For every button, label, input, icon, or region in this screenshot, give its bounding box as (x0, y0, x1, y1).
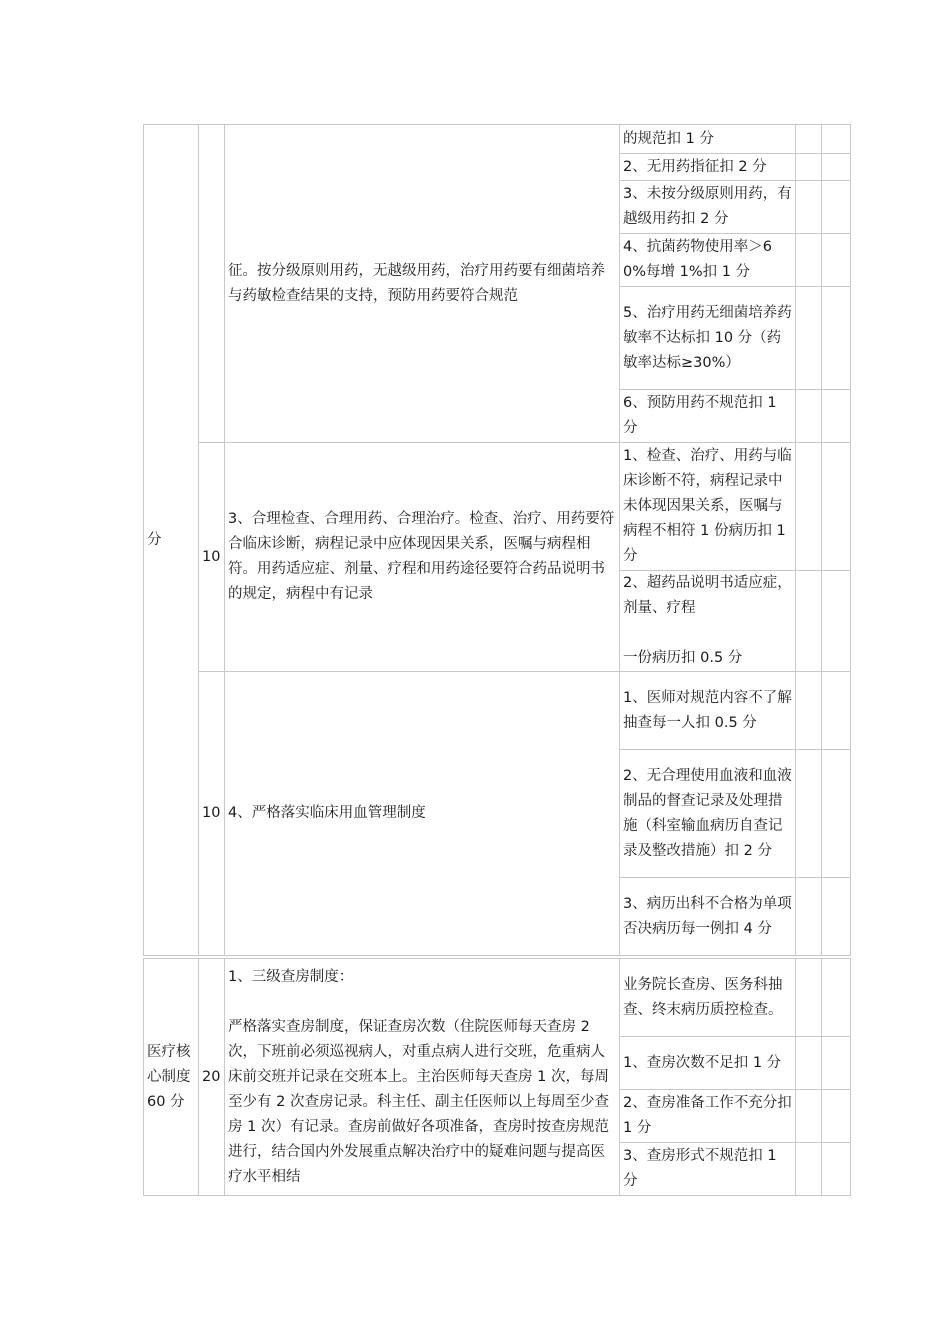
category-label: 分 (147, 531, 162, 548)
standard-cell (225, 443, 620, 672)
remark-cell[interactable] (822, 878, 851, 956)
remark-cell[interactable] (822, 234, 851, 287)
remark-cell[interactable] (822, 390, 851, 443)
deduction-cell: 6、预防用药不规范扣 1 分 (620, 390, 796, 443)
deduction-cell: 2、无合理使用血液和血液制品的督查记录及处理措施（科室输血病历自查记录及整改措施）扣 2 分 (620, 750, 796, 878)
core-system-table (143, 958, 851, 1196)
standard-cell (225, 959, 620, 1196)
deduction-cell: 2、超药品说明书适应症，剂量、疗程 一份病历扣 0.5 分 (620, 571, 796, 672)
deduction-cell: 1、医师对规范内容不了解抽查每一人扣 0.5 分 (620, 672, 796, 750)
category-label: 医疗核心制度 60 分 (147, 1043, 191, 1110)
result-cell[interactable] (796, 390, 822, 443)
category-cell-section-a (144, 125, 199, 956)
remark-cell[interactable] (822, 125, 851, 154)
result-cell[interactable] (796, 287, 822, 390)
result-cell[interactable] (796, 443, 822, 571)
evaluation-table (143, 124, 851, 956)
score-cell (199, 959, 225, 1196)
remark-cell[interactable] (822, 750, 851, 878)
remark-cell[interactable] (822, 959, 851, 1037)
remark-cell[interactable] (822, 287, 851, 390)
deduction-cell: 3、未按分级原则用药，有越级用药扣 2 分 (620, 181, 796, 234)
remark-cell[interactable] (822, 181, 851, 234)
score-cell (199, 672, 225, 956)
deduction-cell: 2、查房准备工作不充分扣 1 分 (620, 1090, 796, 1143)
remark-cell[interactable] (822, 1143, 851, 1196)
standard-text: 1、三级查房制度： 严格落实查房制度，保证查房次数（住院医师每天查房 2 次，下班前必须巡视病人，对重点病人进行交班，危重病人床前交班并记录在交班本上。主治医师每天查房 1 次，每周至少有 2 次查房记录。科主任、副主任医师以上每周至少查房 1 次）有记录。查房前做好各项准备，查房时按查房规范进行，结合国内外发展重点解决治疗中的疑难问题与提高医疗水平相结 (228, 968, 609, 1185)
remark-cell[interactable] (822, 1037, 851, 1090)
result-cell[interactable] (796, 750, 822, 878)
result-cell[interactable] (796, 1090, 822, 1143)
remark-cell[interactable] (822, 571, 851, 672)
score-cell-empty (199, 125, 225, 443)
score-value: 10 (202, 548, 221, 565)
category-cell (144, 959, 199, 1196)
result-cell[interactable] (796, 181, 822, 234)
score-cell (199, 443, 225, 672)
remark-cell[interactable] (822, 443, 851, 571)
result-cell[interactable] (796, 234, 822, 287)
deduction-cell: 的规范扣 1 分 (620, 125, 796, 154)
deduction-cell: 5、治疗用药无细菌培养药敏率不达标扣 10 分（药敏率达标≥30%） (620, 287, 796, 390)
standard-cell (225, 125, 620, 443)
deduction-cell: 1、检查、治疗、用药与临床诊断不符，病程记录中未体现因果关系，医嘱与病程不相符 1 份病历扣 1 分 (620, 443, 796, 571)
result-cell[interactable] (796, 154, 822, 181)
deduction-cell: 1、查房次数不足扣 1 分 (620, 1037, 796, 1090)
standard-text: 征。按分级原则用药，无越级用药，治疗用药要有细菌培养与药敏检查结果的支持，预防用药要符合规范 (228, 262, 605, 304)
deduction-cell: 2、无用药指征扣 2 分 (620, 154, 796, 181)
result-cell[interactable] (796, 878, 822, 956)
remark-cell[interactable] (822, 1090, 851, 1143)
score-value: 10 (202, 805, 221, 821)
standard-text: 4、严格落实临床用血管理制度 (228, 805, 426, 821)
score-value: 20 (202, 1068, 221, 1085)
result-cell[interactable] (796, 571, 822, 672)
result-cell[interactable] (796, 1037, 822, 1090)
standard-cell (225, 672, 620, 956)
standard-text: 3、合理检查、合理用药、合理治疗。检查、治疗、用药要符合临床诊断，病程记录中应体现因果关系，医嘱与病程相符。用药适应症、剂量、疗程和用药途径要符合药品说明书的规定，病程中有记录 (228, 511, 615, 602)
result-cell[interactable] (796, 125, 822, 154)
result-cell[interactable] (796, 672, 822, 750)
deduction-cell: 3、查房形式不规范扣 1 分 (620, 1143, 796, 1196)
result-cell[interactable] (796, 1143, 822, 1196)
deduction-cell: 业务院长查房、医务科抽查、终末病历质控检查。 (620, 959, 796, 1037)
remark-cell[interactable] (822, 672, 851, 750)
result-cell[interactable] (796, 959, 822, 1037)
deduction-cell: 3、病历出科不合格为单项否决病历每一例扣 4 分 (620, 878, 796, 956)
deduction-cell: 4、抗菌药物使用率＞60%每增 1%扣 1 分 (620, 234, 796, 287)
remark-cell[interactable] (822, 154, 851, 181)
